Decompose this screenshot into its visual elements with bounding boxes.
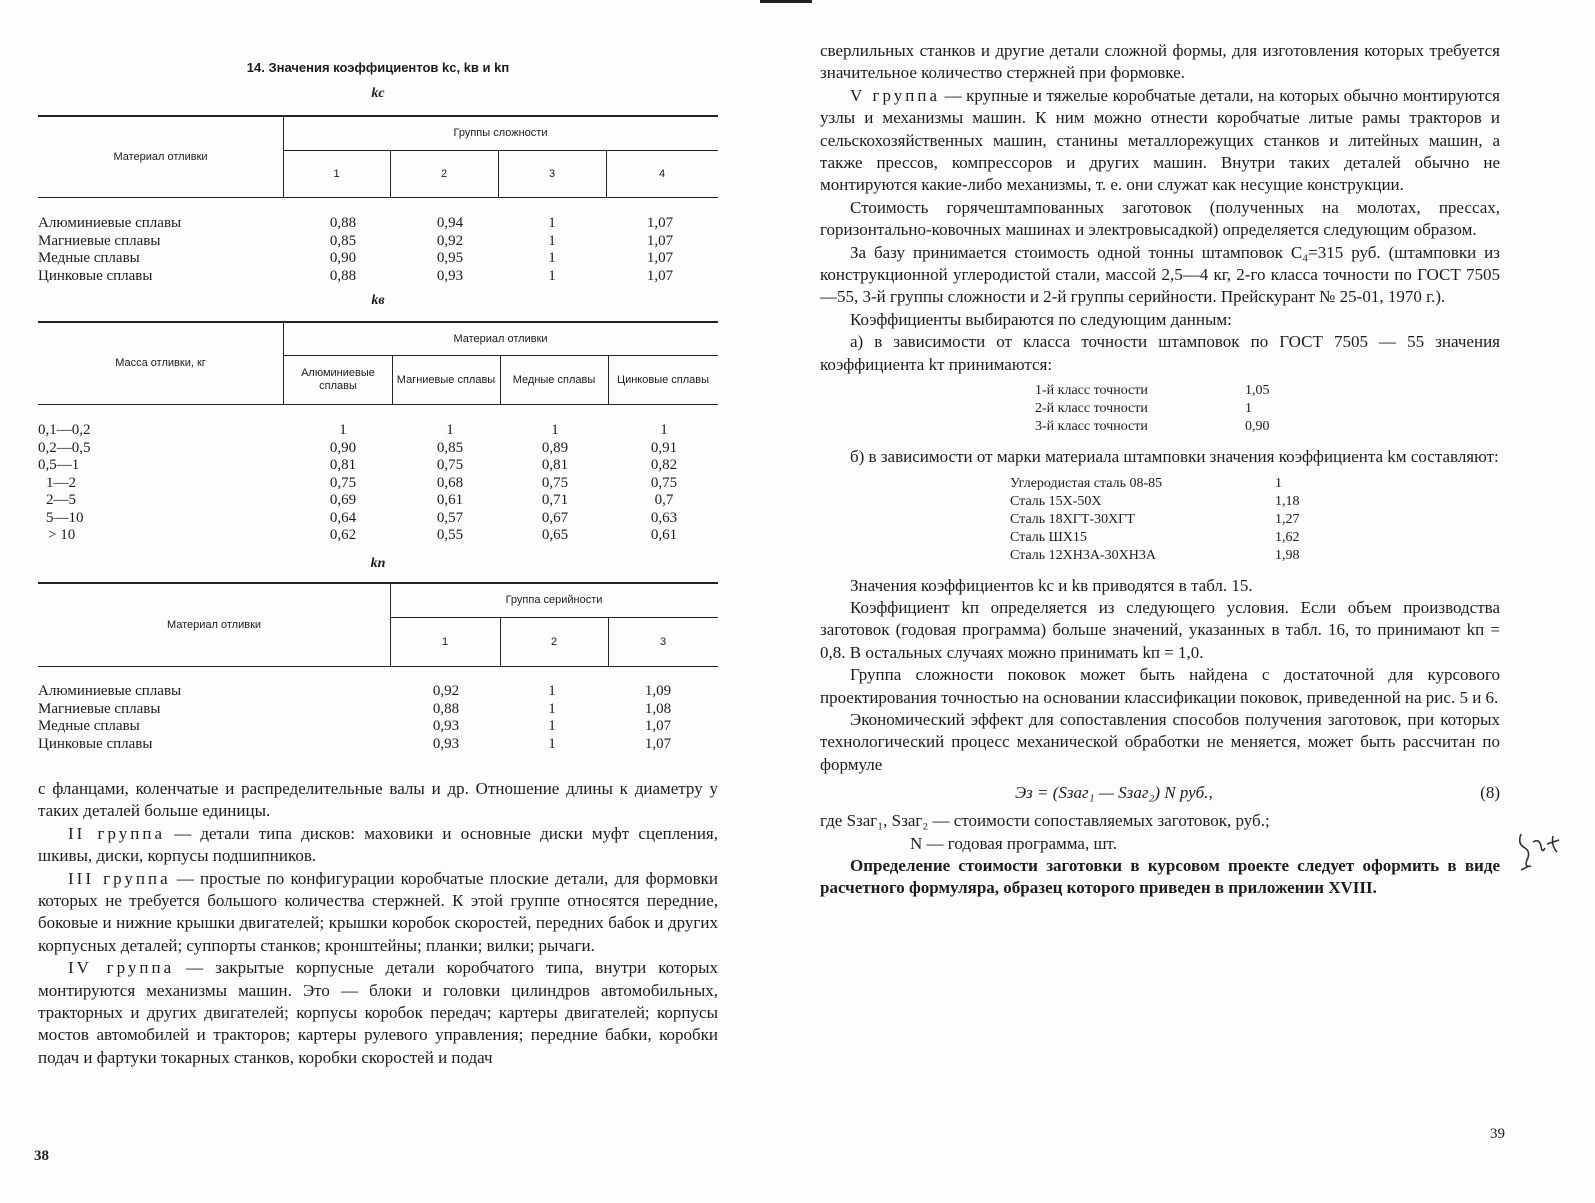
list-item-name: 1-й класс точности (1035, 383, 1148, 399)
cell-value: 1 (548, 250, 556, 266)
formula-line (820, 776, 1500, 810)
cell-value: 0,82 (650, 457, 678, 473)
kv-label: kв (371, 293, 385, 308)
cell-value: 0,92 (432, 683, 460, 699)
kp-col-header: 1 (441, 635, 449, 648)
row-name: Цинковые сплавы (38, 735, 153, 752)
cell-value: 1 (548, 232, 556, 249)
cell-value: 1,07 (644, 718, 672, 734)
table-row (38, 268, 718, 286)
list-item (820, 382, 1500, 400)
list-item-value: 1,05 (1245, 383, 1270, 399)
list-item-name: Сталь 18ХГТ-30ХГТ (1010, 511, 1135, 527)
table-row (38, 492, 718, 510)
list-item-value: 1,18 (1275, 493, 1300, 509)
rule (38, 404, 718, 405)
paragraph (38, 868, 718, 958)
left-body-text (38, 778, 718, 1069)
page-number: 38 (34, 1148, 49, 1164)
paragraph-text: — закрытые корпусные детали коробчатого типа, внутри которых монтируются механизмы машин. Это — блоки и головки цилиндров автомобильных, тракторных и других двигателей; корпусы коробок передач; картеры двигателей; корпусы мостов автомобилей и тракторов; картеры рулевого управления; передние бабки, коробки подач и фартуки токарных станков, коробки скоростей и подач (38, 958, 719, 1067)
cell-value: 0,68 (436, 474, 464, 491)
group-heading: IV группа (68, 958, 175, 978)
row-name: Магниевые сплавы (38, 700, 161, 717)
row-name: 0,5—1 (38, 457, 80, 473)
cell-value: 1 (551, 422, 559, 438)
list-item-value: 1,98 (1275, 547, 1300, 563)
cell-value: 0,81 (329, 457, 357, 473)
kp-group-header: Группа серийности (505, 594, 603, 606)
paragraph: Значения коэффициентов kс и kв приводятся в табл. 15. (850, 575, 1253, 595)
cell-value: 0,62 (329, 527, 357, 543)
kp-rows (38, 683, 718, 753)
cell-value: 0,89 (541, 439, 569, 456)
cell-value: 0,65 (541, 527, 569, 543)
kc-col-header: 3 (548, 167, 556, 180)
list-item (820, 475, 1500, 493)
group-heading: II группа (68, 823, 166, 843)
cell-value: 0,85 (329, 232, 357, 249)
rule (38, 666, 718, 667)
formula: Эз = (Sзаг₁ — Sзаг₂) N руб., (1015, 783, 1213, 803)
list-item (820, 511, 1500, 529)
table-row (38, 233, 718, 251)
cell-value: 1 (548, 215, 556, 231)
cell-value: 0,61 (650, 527, 678, 543)
kp-material-header: Материал отливки (166, 618, 262, 631)
row-name: 1—2 (46, 474, 76, 491)
rule (392, 355, 393, 404)
kc-col-header: 4 (658, 167, 666, 180)
row-name: Медные сплавы (38, 718, 140, 734)
row-name: 0,1—0,2 (38, 422, 91, 438)
cell-value: 0,90 (329, 439, 357, 456)
row-name: Магниевые сплавы (38, 232, 161, 249)
kv-col-header: Магниевые сплавы (396, 373, 496, 386)
row-name: Алюминиевые сплавы (38, 683, 182, 699)
cell-value: 1 (339, 422, 347, 438)
row-name: 0,2—0,5 (38, 439, 91, 456)
table-row (38, 736, 718, 754)
cell-value: 1,08 (644, 700, 672, 717)
paragraph: За базу принимается стоимость одной тонны штамповок C₄=315 руб. (штамповки из конструкционной углеродистой стали, массой 2,5—4 кг, 2-го класса точности по ГОСТ 7505—55, 3-й группы сложности и 2-й группы серийности. Прейскурант № 25-01, 1970 г.). (820, 242, 1500, 307)
formula-number: (8) (1480, 783, 1500, 803)
table-row (38, 215, 718, 233)
cell-value: 1 (548, 735, 556, 752)
cell-value: 1 (660, 422, 668, 438)
list-item (820, 529, 1500, 547)
cell-value: 1 (446, 422, 454, 438)
kc-col-header: 1 (333, 167, 340, 180)
cell-value: 0,63 (650, 509, 678, 526)
kc-material-header: Материал отливки (113, 150, 208, 163)
cell-value: 0,85 (436, 439, 464, 456)
paragraph (38, 957, 718, 1069)
paragraph: Коэффициенты выбираются по следующим данным: (850, 309, 1232, 329)
rule (38, 197, 718, 198)
cell-value: 0,69 (329, 492, 357, 508)
row-name: 2—5 (46, 492, 76, 508)
kv-col-header: Цинковые сплавы (616, 373, 710, 386)
cell-value: 0,7 (654, 492, 674, 508)
cell-value: 0,67 (541, 509, 569, 526)
list-item-name: Сталь 12ХН3А-30ХН3А (1010, 547, 1156, 563)
kc-col-header: 2 (440, 167, 448, 180)
list-item-name: 3-й класс точности (1035, 419, 1148, 435)
cell-value: 0,94 (436, 215, 464, 231)
group-heading: III группа (68, 868, 171, 888)
cell-value: 0,57 (436, 509, 464, 526)
kc-label: kс (371, 86, 385, 101)
paragraph: Коэффициент kп определяется из следующего условия. Если объем производства заготовок (годовая программа) больше значений, указанных в табл. 16, то принимают kп = 0,8. В остальных случаях можно принимать kп = 1,0. (820, 597, 1500, 662)
cell-value: 1,09 (644, 683, 672, 699)
paragraph-text: — детали типа дисков: маховики и основные диски муфт сцепления, шкивы, диски, корпусы подшипников. (38, 823, 718, 866)
kv-col-header: Медные сплавы (512, 373, 596, 386)
cell-value: 0,93 (432, 718, 460, 734)
handwritten-mark (1515, 826, 1565, 876)
cell-value: 1,07 (646, 232, 674, 249)
kt-list (820, 382, 1500, 436)
paragraph: где Sзаг₁, Sзаг₂ — стоимости сопоставляемых заготовок, руб.; (820, 811, 1270, 831)
paragraph: Экономический эффект для сопоставления способов получения заготовок, при которых технологический процесс механической обработки не меняется, может быть рассчитан по формуле (820, 709, 1500, 774)
kp-col-header: 3 (659, 635, 667, 648)
paragraph (38, 823, 718, 868)
kp-label: kп (370, 556, 386, 571)
list-item (820, 493, 1500, 511)
cell-value: 0,93 (436, 267, 464, 284)
cell-value: 0,61 (436, 492, 464, 508)
paragraph-text: — простые по конфигурации коробчатые плоские детали, для формовки которых не требуется большого количества стержней. К этой группе относятся передние, боковые и нижние крышки двигателей; крышки коробок скоростей, передних бабок и других корпусных деталей; суппорты станков; кронштейны; планки; вилки; рычаги. (38, 868, 718, 955)
table-row (38, 527, 718, 545)
row-name: Медные сплавы (38, 250, 140, 266)
paragraph: сверлильных станков и другие детали сложной формы, для изготовления которых требуется значительное количество стержней при формовке. (820, 41, 1500, 83)
table-row (38, 440, 718, 458)
cell-value: 0,88 (329, 267, 357, 284)
cell-value: 0,71 (541, 492, 569, 508)
cell-value: 0,55 (436, 527, 464, 543)
kc-group-header: Группы сложности (453, 127, 548, 139)
paragraph: N — годовая программа, шт. (910, 833, 1117, 853)
page-number: 39 (1490, 1126, 1505, 1142)
paragraph: с фланцами, коленчатые и распределительные валы и др. Отношение длины к диаметру у таких деталей больше единицы. (38, 779, 718, 821)
table-row (38, 510, 718, 528)
row-name: > 10 (48, 527, 76, 543)
table-row (38, 683, 718, 701)
paragraph: Стоимость горячештампованных заготовок (полученных на молотах, прессах, горизонтально-ковочных машинах и электровысадкой) определяется следующим образом. (820, 197, 1500, 240)
paragraph: Группа сложности поковок может быть найдена с достаточной для курсового проектирования точностью на основании классификации поковок, приведенной на рис. 5 и 6. (820, 665, 1500, 707)
cell-value: 1 (548, 683, 556, 699)
list-item-name: Сталь 15Х-50Х (1010, 493, 1102, 509)
cell-value: 1 (548, 700, 556, 717)
cell-value: 0,75 (650, 474, 678, 491)
kp-col-header: 2 (550, 635, 558, 648)
list-item (820, 418, 1500, 436)
cell-value: 0,75 (329, 474, 357, 491)
cell-value: 0,95 (436, 250, 464, 266)
cell-value: 0,75 (436, 457, 464, 473)
list-item-value: 1 (1245, 401, 1252, 417)
kv-mass-header: Масса отливки, кг (115, 357, 206, 369)
group-heading: V группа (850, 85, 941, 105)
paragraph-text: — крупные и тяжелые коробчатые детали, на которых обычно монтируются узлы и механизмы машин. К ним можно отнести коробчатые литые рамы тракторов и сельскохозяйственных машин, станины металлорежущих станков и литейных машин, а также прессов, компрессоров и других машин. Внутри таких деталей обычно не монтируются какие-либо механизмы, т. е. они служат как несущие конструкции. (820, 85, 1500, 195)
list-item-name: Углеродистая сталь 08-85 (1010, 475, 1163, 491)
kv-material-header: Материал отливки (453, 332, 548, 345)
list-item-value: 1 (1275, 475, 1282, 491)
list-item-value: 0,90 (1245, 419, 1270, 435)
table-title: 14. Значения коэффициентов kс, kв и kп (246, 60, 510, 75)
cell-value: 0,93 (432, 735, 460, 752)
kv-rows (38, 422, 718, 545)
cell-value: 1,07 (644, 735, 672, 752)
list-item-value: 1,27 (1275, 511, 1300, 527)
paragraph: Определение стоимости заготовки в курсовом проекте следует оформить в виде расчетного формуляра, образец которого приведен в приложении XVIII. (820, 855, 1500, 898)
row-name: 5—10 (46, 509, 84, 526)
cell-value: 0,64 (329, 509, 357, 526)
kv-col-header: Алюминиевые сплавы (301, 367, 375, 392)
cell-value: 0,81 (541, 457, 569, 473)
cell-value: 1 (548, 718, 556, 734)
list-item-name: Сталь ШХ15 (1010, 529, 1087, 545)
cell-value: 0,88 (329, 215, 357, 231)
rule (500, 355, 501, 404)
list-item (820, 400, 1500, 418)
cell-value: 0,90 (329, 250, 357, 266)
table-row (38, 701, 718, 719)
list-item-name: 2-й класс точности (1035, 401, 1148, 417)
km-list (820, 475, 1500, 565)
kc-rows (38, 215, 718, 285)
table-row (38, 250, 718, 268)
paragraph: б) в зависимости от марки материала штамповки значения коэффициента kм составляют: (850, 447, 1499, 467)
cell-value: 0,75 (541, 474, 569, 491)
left-page (0, 0, 790, 1203)
cell-value: 1,07 (646, 250, 674, 266)
cell-value: 0,88 (432, 700, 460, 717)
cell-value: 1,07 (646, 267, 674, 284)
table-row (38, 457, 718, 475)
paragraph (820, 85, 1500, 197)
table-row (38, 422, 718, 440)
rule (608, 355, 609, 404)
paragraph: а) в зависимости от класса точности штамповок по ГОСТ 7505 — 55 значения коэффициента kт принимаются: (820, 332, 1500, 374)
cell-value: 1,07 (646, 215, 674, 231)
list-item (820, 547, 1500, 565)
cell-value: 0,92 (436, 232, 464, 249)
row-name: Цинковые сплавы (38, 267, 153, 284)
cell-value: 0,91 (650, 439, 678, 456)
right-body-text (820, 40, 1500, 900)
table-row (38, 475, 718, 493)
cell-value: 1 (548, 267, 556, 284)
right-page (790, 0, 1595, 1203)
row-name: Алюминиевые сплавы (38, 215, 182, 231)
table-row (38, 718, 718, 736)
list-item-value: 1,62 (1275, 529, 1300, 545)
